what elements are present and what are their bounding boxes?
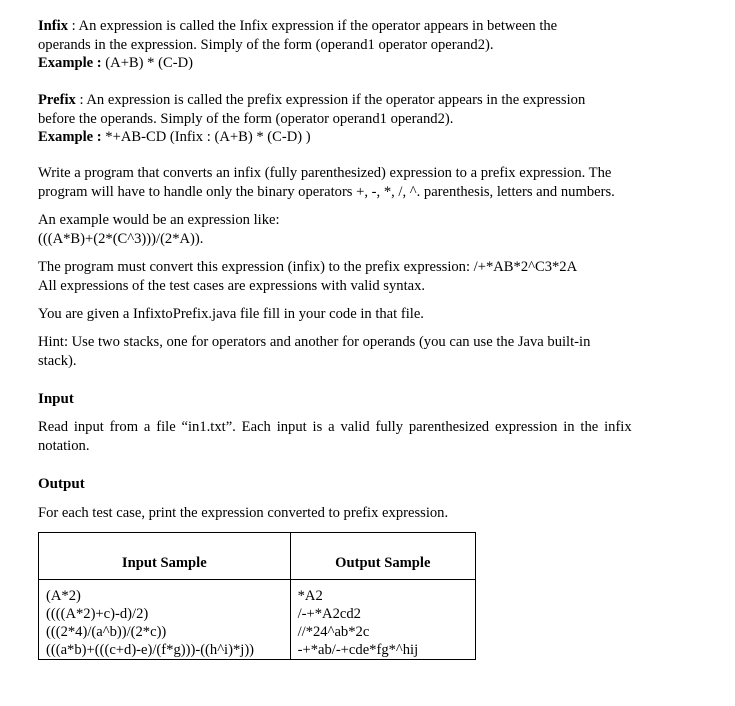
infix-def-line1: : An expression is called the Infix expression if the operator appears in between the [68, 18, 558, 34]
prefix-example-label: Example : [38, 129, 106, 145]
output-sample-header: Output Sample [290, 533, 475, 580]
input-sample-row: (((a*b)+(((c+d)-e)/(f*g)))-((h^i)*j)) [46, 642, 255, 658]
example-expression [38, 211, 678, 248]
hint-line2: stack). [38, 352, 77, 369]
input-description [38, 418, 662, 455]
prefix-def-line1: : An expression is called the prefix expression if the operator appears in the expression [75, 92, 586, 108]
output-line1: For each test case, print the expression converted to prefix expression. [38, 505, 449, 521]
output-sample-row: -+*ab/-+cde*fg*^hij [297, 642, 419, 658]
given-file-note [38, 305, 678, 324]
task-line1: Write a program that converts an infix (fully parenthesized) expression to a prefix expression. The [38, 165, 612, 181]
sample-table-header [39, 533, 476, 580]
infix-def-line2: operands in the expression. Simply of the form (operand1 operator operand2). [38, 36, 494, 53]
input-sample-cell [39, 580, 291, 660]
task-line2: program will have to handle only the binary operators +, -, *, /, ^. parenthesis, letters and numbers. [38, 183, 615, 200]
hint [38, 333, 678, 370]
given-file-line: You are given a InfixtoPrefix.java file fill in your code in that file. [38, 306, 424, 322]
infix-example-value: (A+B) * (C-D) [105, 55, 193, 71]
prefix-definition [38, 91, 678, 147]
sample-table [38, 532, 476, 660]
infix-term: Infix [38, 18, 69, 34]
conversion-line1: The program must convert this expression (infix) to the prefix expression: /+*AB*2^C3*2A [38, 259, 578, 275]
input-sample-header: Input Sample [39, 533, 291, 580]
sample-table-body [39, 580, 476, 660]
input-line2: notation. [38, 437, 90, 454]
infix-definition [38, 17, 678, 73]
prefix-example-value: *+AB-CD (Infix : (A+B) * (C-D) ) [105, 129, 311, 145]
example-line2: (((A*B)+(2*(C^3)))/(2*A)). [38, 230, 204, 247]
example-line1: An example would be an expression like: [38, 212, 280, 228]
input-heading: Input [38, 391, 74, 407]
prefix-def-line2: before the operands. Simply of the form (operator operand1 operand2). [38, 110, 454, 127]
output-sample-row: /-+*A2cd2 [297, 606, 361, 622]
task-description [38, 164, 678, 201]
output-sample-row: //*24^ab*2c [297, 624, 370, 640]
input-sample-row: (A*2) [46, 588, 81, 604]
hint-line1: Hint: Use two stacks, one for operators and another for operands (you can use the Java built-in [38, 334, 591, 350]
prefix-term: Prefix [38, 92, 76, 108]
output-sample-row: *A2 [297, 588, 323, 604]
input-sample-row: (((2*4)/(a^b))/(2*c)) [46, 624, 167, 640]
input-line1: Read input from a file “in1.txt”. Each input is a valid fully parenthesized expression in the infix [38, 419, 632, 435]
conversion-line2: All expressions of the test cases are expressions with valid syntax. [38, 277, 426, 294]
output-description [38, 504, 678, 523]
output-heading: Output [38, 476, 85, 492]
infix-example-label: Example : [38, 55, 106, 71]
output-sample-cell [290, 580, 475, 660]
conversion-statement [38, 258, 678, 295]
input-sample-row: ((((A*2)+c)-d)/2) [46, 606, 149, 622]
